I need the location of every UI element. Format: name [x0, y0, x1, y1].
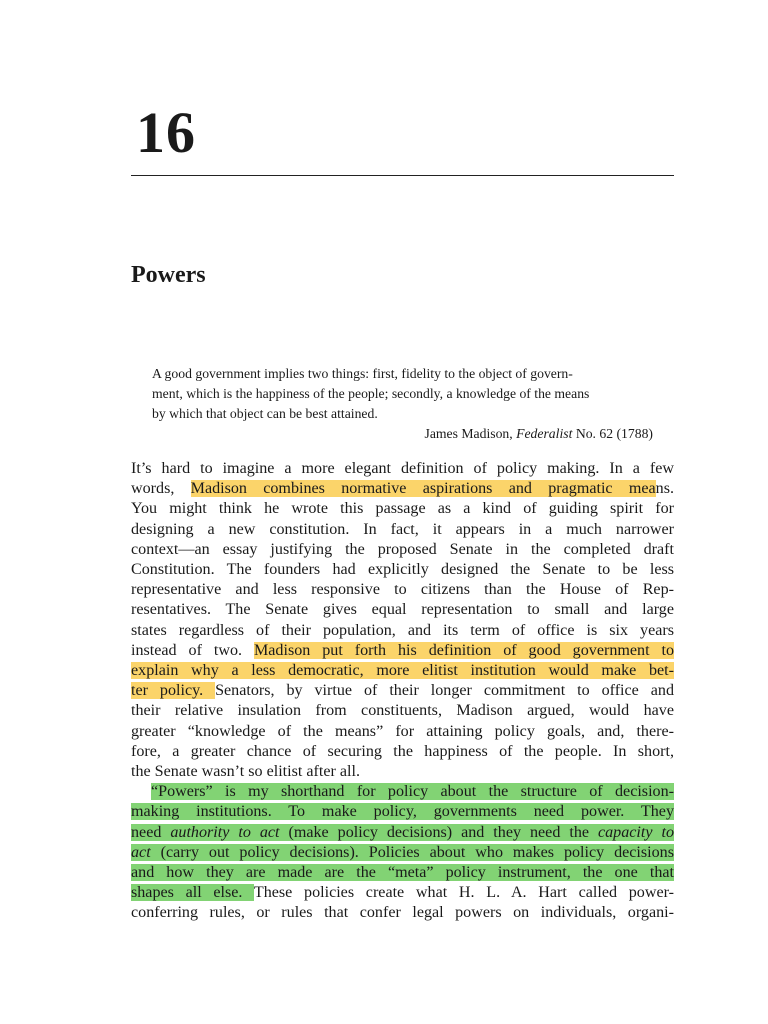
body-line: [131, 823, 674, 843]
emphasis: authority to act: [170, 823, 280, 841]
body-line: [131, 863, 674, 883]
green-highlight: and how they are made are the “meta” policy instrument, the one that: [131, 864, 674, 882]
body-line: You might think he wrote this passage as a kind of guiding spirit for: [131, 500, 674, 518]
chapter-title: Powers: [131, 262, 206, 288]
body-line: [131, 883, 674, 903]
body-line: designing a new constitution. In fact, it appears in a much narrower: [131, 520, 674, 538]
body-line: [131, 661, 674, 681]
text-run: These policies create what H. L. A. Hart called power-: [253, 884, 674, 902]
epigraph-line: A good government implies two things: first, fidelity to the object of govern-: [152, 366, 573, 381]
chapter-divider: [131, 175, 674, 176]
body-line: [131, 479, 674, 499]
epigraph-line: by which that object can be best attained.: [152, 406, 378, 421]
text-run: (make policy decisions) and they need the: [279, 823, 598, 841]
body-line: their relative insulation from constituents, Madison argued, would have: [131, 702, 674, 720]
green-highlight: shapes all else.: [131, 884, 254, 902]
attribution-work: Federalist: [516, 426, 573, 441]
body-line: [131, 681, 674, 701]
text-run: instead of two.: [131, 641, 254, 659]
body-line: states regardless of their population, and its term of office is six years: [131, 621, 674, 639]
body-line: conferring rules, or rules that confer legal powers on individuals, organi-: [131, 904, 674, 922]
emphasis: capacity to: [597, 823, 674, 841]
body-line: It’s hard to imagine a more elegant definition of policy making. In a few: [131, 460, 674, 477]
epigraph-attribution: [152, 424, 653, 444]
body-line: [131, 782, 674, 802]
yellow-highlight: Madison put forth his definition of good government to: [253, 641, 675, 659]
text-run: words,: [131, 480, 191, 498]
epigraph-line: ment, which is the happiness of the people; secondly, a knowledge of the means: [152, 386, 590, 401]
body-line: greater “knowledge of the means” for attaining policy goals, and, there-: [131, 722, 674, 740]
emphasis: act: [131, 843, 151, 861]
attribution-author: James Madison,: [424, 426, 517, 441]
yellow-highlight: ter policy.: [131, 682, 216, 700]
body-line: [131, 641, 674, 661]
chapter-number: 16: [136, 100, 196, 165]
body-line: representative and less responsive to citizens than the House of Rep-: [131, 581, 674, 599]
green-highlight: making institutions. To make policy, governments need power. They: [131, 803, 674, 821]
text-run: need: [131, 823, 171, 841]
epigraph: [152, 364, 653, 444]
body-line: [131, 802, 674, 822]
body-text: [131, 459, 674, 924]
text-run: ns.: [655, 480, 674, 498]
body-line: fore, a greater chance of securing the happiness of the people. In short,: [131, 742, 674, 760]
yellow-highlight: explain why a less democratic, more elitist institution would make bet-: [131, 662, 674, 680]
green-highlight: [131, 824, 674, 841]
attribution-rest: No. 62 (1788): [572, 426, 653, 441]
body-line: the Senate wasn’t so elitist after all.: [131, 763, 360, 781]
green-highlight: [131, 844, 674, 861]
body-line: Constitution. The founders had explicitly designed the Senate to be less: [131, 561, 674, 579]
green-highlight: “Powers” is my shorthand for policy about the structure of decision-: [151, 783, 674, 801]
body-line: resentatives. The Senate gives equal representation to small and large: [131, 601, 674, 619]
yellow-highlight: Madison combines normative aspirations and pragmatic mea: [190, 480, 656, 498]
text-run: (carry out policy decisions). Policies about who makes policy decisions: [150, 843, 674, 861]
text-run: Senators, by virtue of their longer commitment to office and: [215, 682, 674, 700]
body-line: context—an essay justifying the proposed Senate in the completed draft: [131, 540, 674, 558]
body-line: [131, 843, 674, 863]
